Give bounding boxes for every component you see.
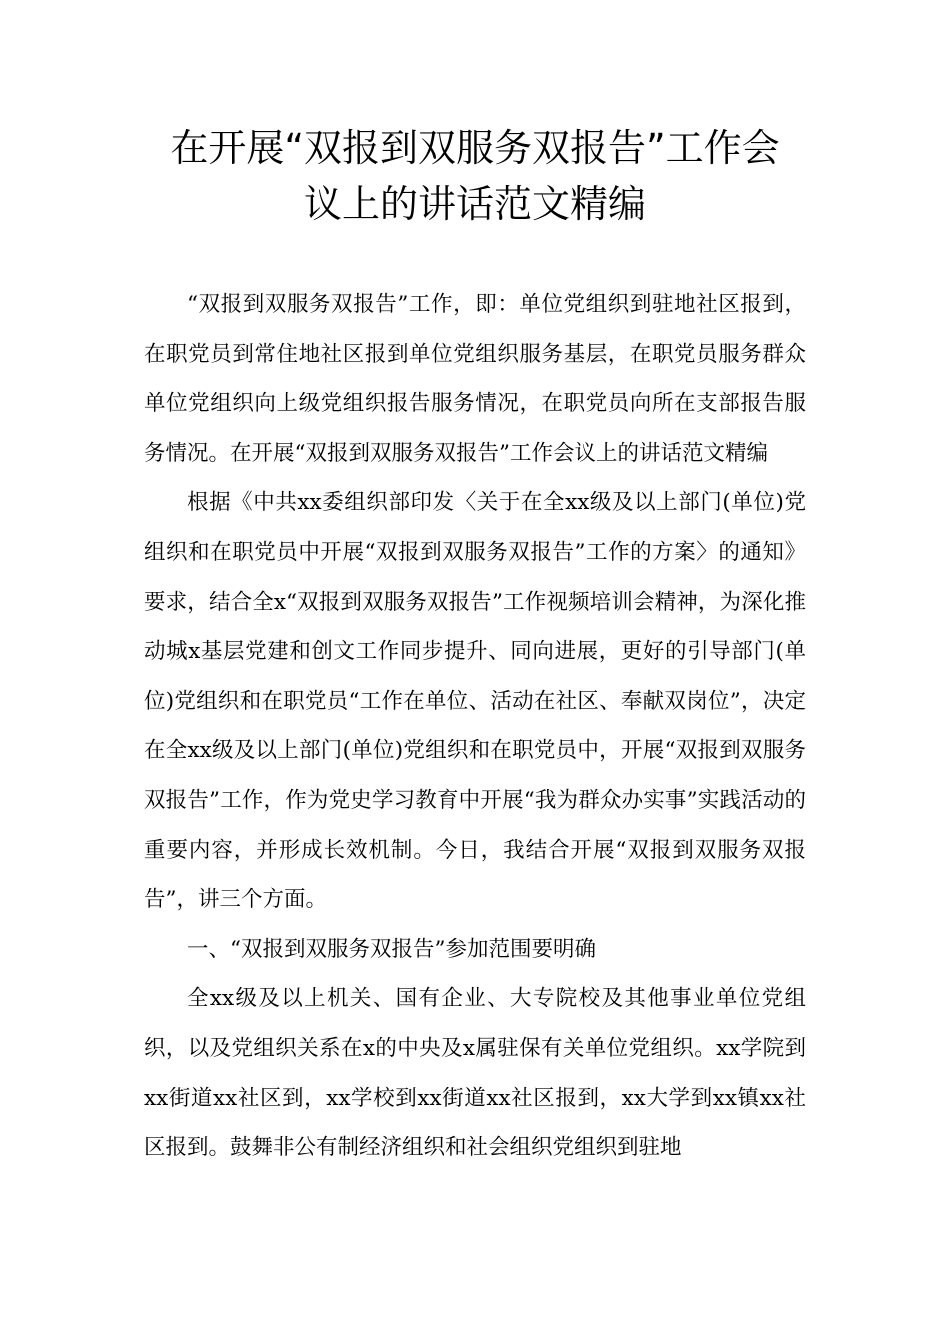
paragraph-basis: 根据《中共xx委组织部印发〈关于在全xx级及以上部门(单位)党组织和在职党员中开展“双报到双服务双报告”工作的方案〉的通知》要求，结合全x“双报到双服务双报告”工作视频培训会精神，为深化推动城x基层党建和创文工作同步提升、同向进展，更好的引导部门(单位)党组织和在职党员“工作在单位、活动在社区、奉献双岗位”，决定在全xx级及以上部门(单位)党组织和在职党员中，开展“双报到双服务双报告”工作，作为党史学习教育中开展“我为群众办实事”实践活动的重要内容，并形成长效机制。今日，我结合开展“双报到双服务双报告”，讲三个方面。 [144,490,806,913]
paragraph-scope: 全xx级及以上机关、国有企业、大专院校及其他事业单位党组织，以及党组织关系在x的中央及x属驻保有关单位党组织。xx学院到xx街道xx社区到，xx学校到xx街道xx社区报到，xx大学到xx镇xx社区报到。鼓舞非公有制经济组织和社会组织党组织到驻地 [144,986,806,1161]
title-line-2: 议上的讲话范文精编 [303,182,646,226]
document-title [100,120,850,232]
title-line-1: 在开展“双报到双服务双报告”工作会 [170,126,780,170]
paragraph-intro: “双报到双服务双报告”工作，即：单位党组织到驻地社区报到，在职党员到常住地社区报到单位党组织服务基层，在职党员服务群众单位党组织向上级党组织报告服务情况，在职党员向所在支部报告服务情况。在开展“双报到双服务双报告”工作会议上的讲话范文精编 [144,292,806,466]
document-body [144,280,806,1173]
section-heading-1: 一、“双报到双服务双报告”参加范围要明确 [187,936,596,962]
